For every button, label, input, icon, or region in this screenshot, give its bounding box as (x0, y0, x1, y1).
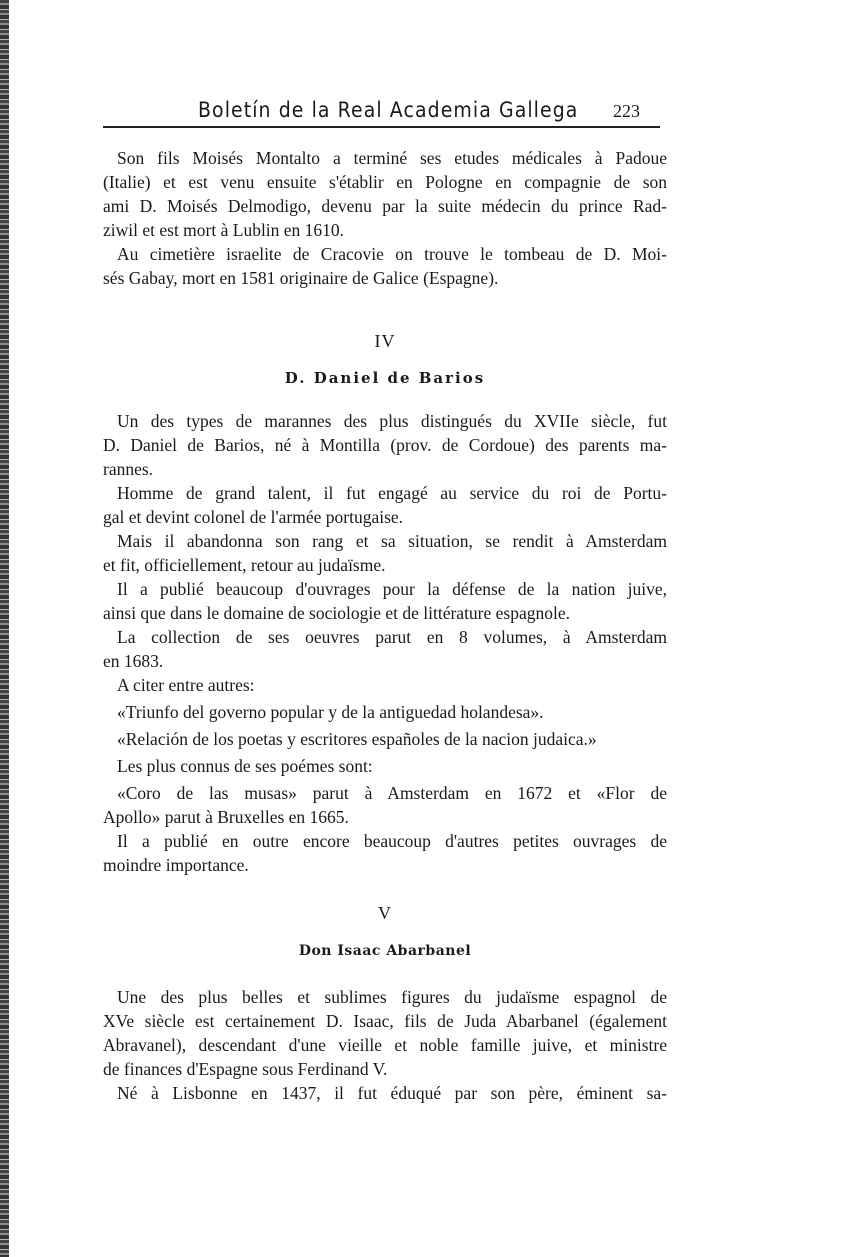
section-numeral-iv: IV (374, 331, 396, 351)
text-line: «Triunfo del governo popular y de la antiguedad holandesa». (117, 702, 544, 722)
paragraph (103, 754, 667, 778)
paragraph (103, 529, 667, 577)
journal-title: Boletín de la Real Academia Gallega (198, 98, 579, 122)
text-line: Son fils Moisés Montalto a terminé ses etudes médicales à Padoue (117, 148, 667, 168)
intro-paragraphs (103, 146, 667, 290)
text-line: ainsi que dans le domaine de sociologie et de littérature espagnole. (103, 603, 570, 623)
text-line: Au cimetière israelite de Cracovie on trouve le tombeau de D. Moi- (117, 244, 667, 264)
text-line: Né à Lisbonne en 1437, il fut éduqué par son père, éminent sa- (117, 1083, 667, 1103)
paragraph (103, 700, 667, 724)
text-line: XVe siècle est certainement D. Isaac, fils de Juda Abarbanel (également (103, 1011, 667, 1031)
text-line: (Italie) et est venu ensuite s'établir en Pologne en compagnie de son (103, 172, 667, 192)
paragraph (103, 409, 667, 481)
text-line: rannes. (103, 459, 154, 479)
paragraph (103, 481, 667, 529)
text-line: Une des plus belles et sublimes figures du judaïsme espagnol de (117, 987, 667, 1007)
text-line: «Relación de los poetas y escritores españoles de la nacion judaica.» (117, 729, 597, 749)
text-line: Mais il abandonna son rang et sa situation, se rendit à Amsterdam (117, 531, 667, 551)
paragraph (103, 577, 667, 625)
text-line: et fit, officiellement, retour au judaïsme. (103, 555, 386, 575)
book-binding-edge (0, 0, 9, 1257)
page-number: 223 (613, 101, 640, 121)
text-line: moindre importance. (103, 855, 249, 875)
text-line: Il a publié en outre encore beaucoup d'autres petites ouvrages de (117, 831, 667, 851)
paragraph (103, 829, 667, 877)
text-line: gal et devint colonel de l'armée portugaise. (103, 507, 404, 527)
text-line: Un des types de marannes des plus distingués du XVIIe siècle, fut (117, 411, 667, 431)
paragraph (103, 1081, 667, 1105)
text-line: en 1683. (103, 651, 164, 671)
paragraph (103, 985, 667, 1081)
section-iv-paragraphs (103, 409, 667, 877)
paragraph (103, 673, 667, 697)
text-line: A citer entre autres: (117, 675, 255, 695)
paragraph (103, 727, 667, 751)
section-v-paragraphs (103, 985, 667, 1105)
section-heading-isaac-abarbanel: Don Isaac Abarbanel (298, 943, 472, 959)
text-line: «Coro de las musas» parut à Amsterdam en 1672 et «Flor de (117, 783, 667, 803)
page-body (103, 146, 667, 1105)
text-line: Apollo» parut à Bruxelles en 1665. (103, 807, 349, 827)
section-numeral-v: V (378, 903, 392, 923)
paragraph (103, 146, 667, 242)
paragraph (103, 781, 667, 829)
text-line: D. Daniel de Barios, né à Montilla (prov. de Cordoue) des parents ma- (103, 435, 667, 455)
text-line: ziwil et est mort à Lublin en 1610. (103, 220, 345, 240)
running-header (103, 96, 660, 128)
text-line: Les plus connus de ses poémes sont: (117, 756, 373, 776)
paragraph (103, 625, 667, 673)
text-line: sés Gabay, mort en 1581 originaire de Galice (Espagne). (103, 268, 499, 288)
text-line: Abravanel), descendant d'une vieille et noble famille juive, et ministre (103, 1035, 667, 1055)
text-line: ami D. Moisés Delmodigo, devenu par la suite médecin du prince Rad- (103, 196, 667, 216)
text-line: La collection de ses oeuvres parut en 8 volumes, à Amsterdam (117, 627, 667, 647)
text-line: Il a publié beaucoup d'ouvrages pour la défense de la nation juive, (117, 579, 667, 599)
text-line: de finances d'Espagne sous Ferdinand V. (103, 1059, 388, 1079)
paragraph (103, 242, 667, 290)
section-heading-daniel-de-barios: D. Daniel de Barios (284, 369, 486, 387)
text-line: Homme de grand talent, il fut engagé au service du roi de Portu- (117, 483, 667, 503)
